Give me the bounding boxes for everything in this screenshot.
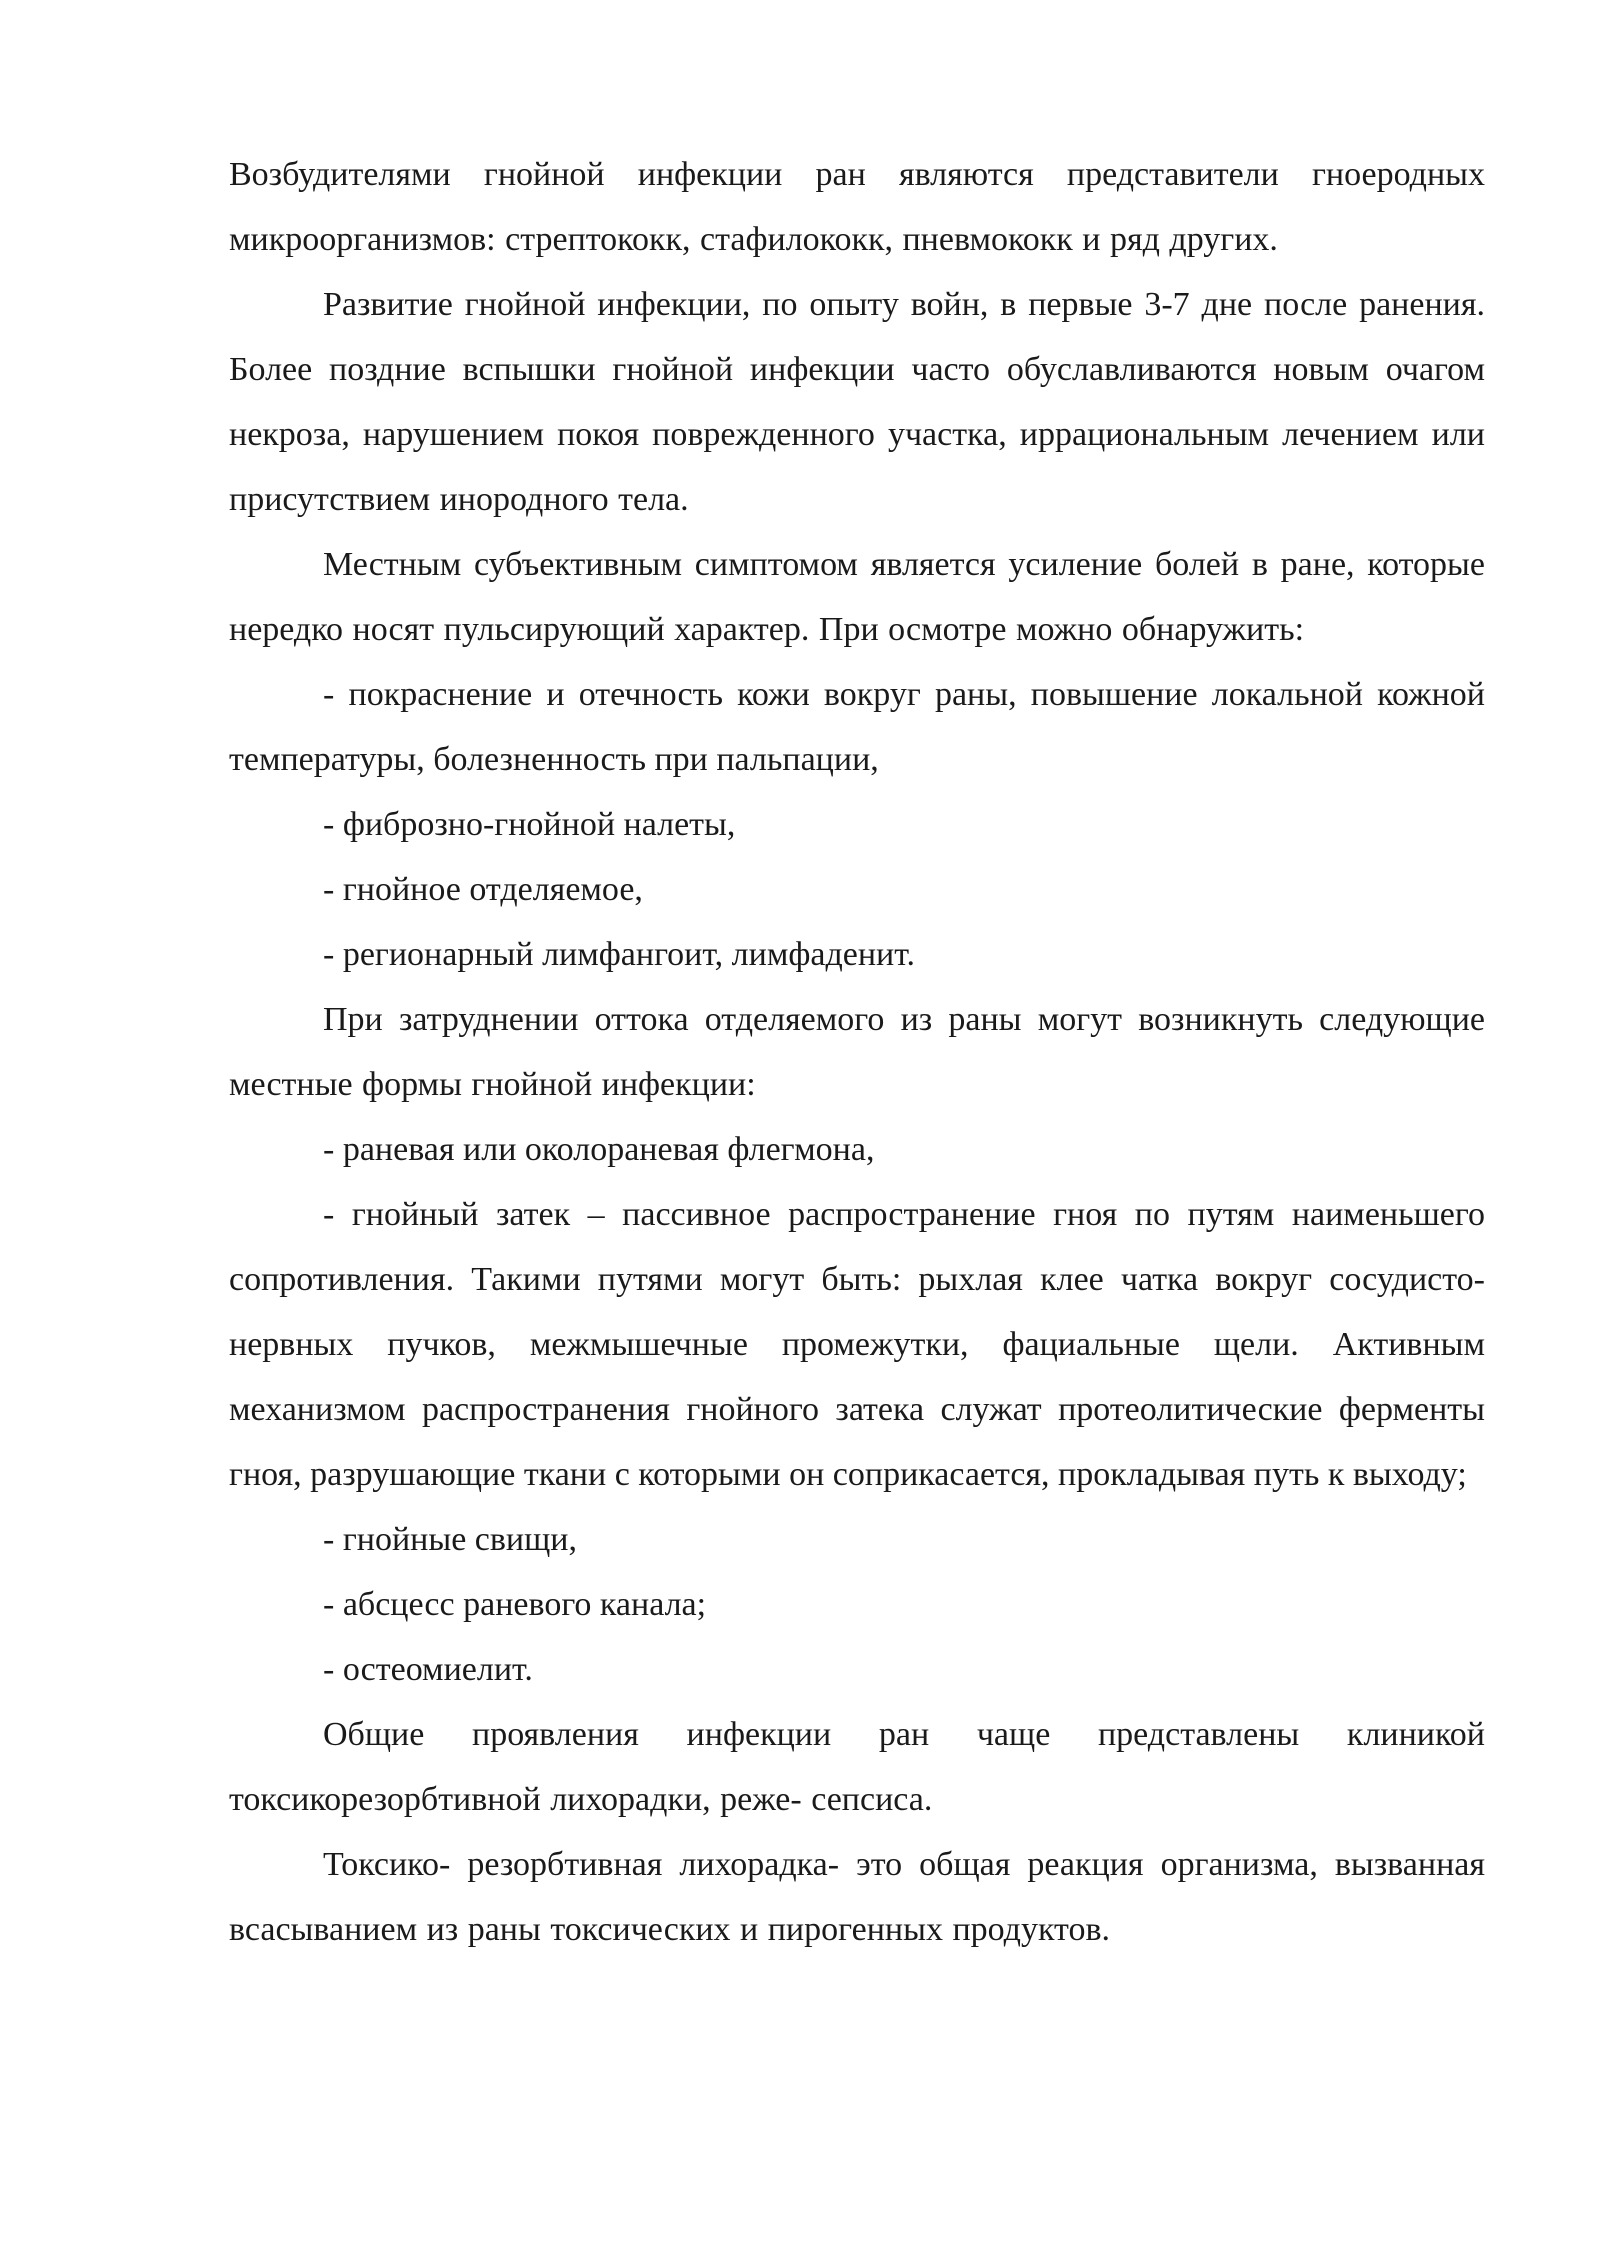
paragraph: Развитие гнойной инфекции, по опыту войн, в первые 3-7 дне после ранения. Более поздние вспышки гнойной инфекции часто обуславливаются новым очагом некроза, нарушением покоя поврежденного участка, иррациональным лечением или присутствием инородного тела. bbox=[229, 286, 1485, 518]
paragraph: Местным субъективным симптомом является усиление болей в ране, которые нередко носят пульсирующий характер. При осмотре можно обнаружить: bbox=[229, 546, 1485, 648]
paragraph: Возбудителями гнойной инфекции ран являются представители гноеродных микроорганизмов: стрептококк, стафилококк, пневмококк и ряд других. bbox=[229, 156, 1485, 258]
document-body bbox=[229, 142, 1485, 1962]
list-item: - остеомиелит. bbox=[323, 1651, 533, 1688]
list-item: - регионарный лимфангоит, лимфаденит. bbox=[323, 936, 916, 973]
list-item: - покраснение и отечность кожи вокруг раны, повышение локальной кожной температуры, болезненность при пальпации, bbox=[229, 676, 1485, 778]
paragraph: При затруднении оттока отделяемого из раны могут возникнуть следующие местные формы гнойной инфекции: bbox=[229, 1001, 1485, 1103]
list-item: - гнойные свищи, bbox=[323, 1521, 578, 1558]
paragraph: Общие проявления инфекции ран чаще представлены клиникой токсикорезорбтивной лихорадки, реже- сепсиса. bbox=[229, 1716, 1485, 1818]
list-item: - гнойное отделяемое, bbox=[323, 871, 643, 908]
paragraph: Токсико- резорбтивная лихорадка- это общая реакция организма, вызванная всасыванием из раны токсических и пирогенных продуктов. bbox=[229, 1846, 1485, 1948]
list-item: - фиброзно-гнойной налеты, bbox=[323, 806, 736, 843]
list-item: - абсцесс раневого канала; bbox=[323, 1586, 707, 1623]
list-item: - раневая или околораневая флегмона, bbox=[323, 1131, 875, 1168]
list-item: - гнойный затек – пассивное распространение гноя по путям наименьшего сопротивления. Такими путями могут быть: рыхлая клее чатка вокруг сосудисто-нервных пучков, межмышечные промежутки, фациальные щели. Активным механизмом распространения гнойного затека служат протеолитические ферменты гноя, разрушающие ткани с которыми он соприкасается, прокладывая путь к выходу; bbox=[229, 1196, 1485, 1493]
